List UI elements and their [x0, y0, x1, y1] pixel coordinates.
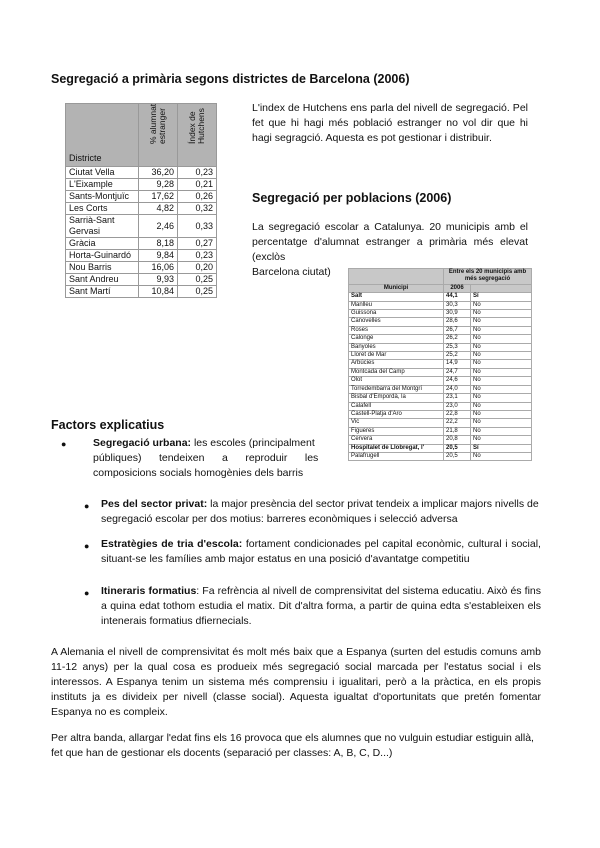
table-row [349, 368, 532, 376]
district-name: Ciutat Vella [66, 167, 139, 179]
district-name: Nou Barris [66, 262, 139, 274]
hutchens-value: 0,23 [178, 167, 217, 179]
percent-value: 21,8 [444, 427, 471, 435]
segregation-flag: Sí [471, 444, 532, 452]
hutchens-value: 0,26 [178, 191, 217, 203]
factor-term: Pes del sector privat: [101, 498, 208, 510]
hutchens-value: 0,21 [178, 179, 217, 191]
factor-text: : Fa refrència al nivell de comprensivitat del sistema educatiu. Això és fins a quina edat tothom estudia el matix. Dit d'altra forma, a partir de quina edta s'estableixen els intenerais formatius dfiernecials. [101, 585, 541, 627]
percent-value: 24,6 [444, 377, 471, 385]
percent-value: 9,84 [139, 250, 178, 262]
percent-value: 20,8 [444, 436, 471, 444]
percent-value: 22,2 [444, 419, 471, 427]
percent-col-header: % alumnat estranger [139, 104, 178, 167]
section-title-factors: Factors explicatius [51, 418, 165, 432]
municipality-name: Castell-Platja d'Aro [349, 410, 444, 418]
percent-value: 20,5 [444, 444, 471, 452]
district-col-header: Districte [66, 104, 139, 167]
municipality-name: Palafrugell [349, 452, 444, 460]
municipality-name: Guissona [349, 310, 444, 318]
table-row [349, 326, 532, 334]
percent-value: 30,3 [444, 301, 471, 309]
hutchens-value: 0,23 [178, 250, 217, 262]
percent-value: 25,3 [444, 343, 471, 351]
segregation-flag: Sí [471, 293, 532, 301]
percent-value: 44,1 [444, 293, 471, 301]
hutchens-value: 0,27 [178, 238, 217, 250]
table-row [66, 203, 217, 215]
municipality-name: Olot [349, 377, 444, 385]
segregation-flag: No [471, 352, 532, 360]
bullet-icon: ● [61, 439, 67, 449]
factor-text: públiques) tendeixen a reproduir les [93, 452, 319, 464]
bullet-icon: ● [84, 541, 90, 551]
municipality-name: Roses [349, 326, 444, 334]
factor-term: Estratègies de tria d'escola: [101, 538, 243, 550]
table-row [66, 274, 217, 286]
bullet-icon: ● [84, 501, 90, 511]
factor-term: Segregació urbana: [93, 437, 192, 449]
percent-value: 8,18 [139, 238, 178, 250]
municipality-name: Canovelles [349, 318, 444, 326]
bullet-icon: ● [84, 588, 90, 598]
table-row [349, 419, 532, 427]
percent-value: 14,9 [444, 360, 471, 368]
percent-value: 24,0 [444, 385, 471, 393]
municipality-name: Bisbal d'Empordà, la [349, 394, 444, 402]
table-row [349, 310, 532, 318]
segregation-flag: No [471, 310, 532, 318]
municipality-name: Arbúcies [349, 360, 444, 368]
segregation-flag: No [471, 402, 532, 410]
segregation-flag: No [471, 410, 532, 418]
municipality-name: Figueres [349, 427, 444, 435]
municipality-name: Torredembarra del Montgrí [349, 385, 444, 393]
municipality-table [348, 268, 532, 461]
percent-value: 26,7 [444, 326, 471, 334]
hutchens-explanation: L'index de Hutchens ens parla del nivell de segregació. Pel fet que hi hagi més població estranger no vol dir que hi hagi segragció. Aquesta es pot gestionar i distribuir. [252, 102, 528, 144]
municipality-name: Cervera [349, 436, 444, 444]
table-row [66, 238, 217, 250]
table-row [349, 444, 532, 452]
percent-value: 36,20 [139, 167, 178, 179]
table-row [349, 427, 532, 435]
hutchens-value: 0,25 [178, 286, 217, 298]
municipality-name: Manlleu [349, 301, 444, 309]
segregation-flag: No [471, 326, 532, 334]
factor-choice [101, 537, 541, 567]
table-row [349, 394, 532, 402]
mun-col-municipi: Municipi [349, 284, 444, 292]
table-row [349, 318, 532, 326]
segregation-flag: No [471, 343, 532, 351]
percent-value: 30,9 [444, 310, 471, 318]
district-name: Horta-Guinardó [66, 250, 139, 262]
factor-text: fortament condicionades pel capital econòmic, cultural i social, situant-se les famílies amb major estatus en una posició d'avantatge competitiu [101, 538, 541, 565]
percent-value: 20,5 [444, 452, 471, 460]
factor-text: composicions socials homogènies dels barris [93, 467, 304, 479]
district-name: Gràcia [66, 238, 139, 250]
paragraph-age: Per altra banda, allargar l'edat fins els 16 provoca que els alumnes que no vulguin estudiar estiguin allà, fet que han de gestionar els docents (separació per classes: A, B, C, D...) [51, 732, 534, 759]
table-row [349, 377, 532, 385]
municipality-name: Banyoles [349, 343, 444, 351]
table-row [66, 286, 217, 298]
segregation-flag: No [471, 385, 532, 393]
municipality-name: Calafell [349, 402, 444, 410]
table-row [66, 191, 217, 203]
factor-term: Itineraris formatius [101, 585, 197, 597]
segregation-flag: No [471, 360, 532, 368]
percent-value: 24,7 [444, 368, 471, 376]
district-name: L'Eixample [66, 179, 139, 191]
table-row [349, 402, 532, 410]
percent-value: 9,28 [139, 179, 178, 191]
table-row [66, 262, 217, 274]
table-row [349, 410, 532, 418]
hutchens-col-header: Índex de Hutchens [178, 104, 217, 167]
hutchens-value: 0,33 [178, 215, 217, 238]
table-row [349, 360, 532, 368]
percent-value: 26,2 [444, 335, 471, 343]
percent-value: 2,46 [139, 215, 178, 238]
district-name: Sant Martí [66, 286, 139, 298]
factor-urban [93, 436, 335, 481]
factor-text: les escoles (principalment [191, 437, 315, 449]
table-row [66, 167, 217, 179]
hutchens-value: 0,25 [178, 274, 217, 286]
segregation-flag: No [471, 427, 532, 435]
percent-value: 4,82 [139, 203, 178, 215]
municipality-name: Vic [349, 419, 444, 427]
district-name: Les Corts [66, 203, 139, 215]
table-row [66, 250, 217, 262]
factor-itineraries [101, 584, 541, 629]
percent-value: 9,93 [139, 274, 178, 286]
table-row [349, 385, 532, 393]
percent-value: 22,8 [444, 410, 471, 418]
paragraph-germany: A Alemania el nivell de comprensivitat és molt més baix que a Espanya (surten del estudis comuns amb 11-12 anys) per la qual cosa es produeix més segregació social marcada per l'estatus social i els interessos. A Espanya tenim un sistema més comprensiu i igualitari, però a la pràctica, en els propis instituts ja es divideix per nivell (classe social). Aquesta igualtat d'oportunitats que pretén fomentar Espanya no es compleix. [51, 646, 541, 718]
mun-col-year: 2006 [444, 284, 471, 292]
factor-text: la major presència del sector privat tendeix a implicar majors nivells de segregació escolar per dos motius: barreres econòmiques i selecció adversa [101, 498, 539, 525]
populations-text-end: Barcelona ciutat) [252, 266, 331, 278]
percent-value: 23,0 [444, 402, 471, 410]
mun-col-flag [471, 284, 532, 292]
percent-value: 10,84 [139, 286, 178, 298]
segregation-flag: No [471, 318, 532, 326]
section-title-populations: Segregació per poblacions (2006) [252, 191, 452, 205]
segregation-flag: No [471, 335, 532, 343]
segregation-flag: No [471, 394, 532, 402]
table-row [66, 215, 217, 238]
percent-value: 23,1 [444, 394, 471, 402]
table-row [349, 452, 532, 460]
populations-text: La segregació escolar a Catalunya. 20 municipis amb el percentatge d'alumnat estranger a primària més elevat (exclòs [252, 221, 528, 263]
district-table [65, 103, 217, 298]
table-row [349, 436, 532, 444]
table-row [66, 179, 217, 191]
table-row [349, 343, 532, 351]
percent-value: 17,62 [139, 191, 178, 203]
municipality-table-wrap [348, 268, 532, 461]
section-title-districts: Segregació a primària segons districtes de Barcelona (2006) [51, 72, 410, 86]
municipality-name: Lloret de Mar [349, 352, 444, 360]
district-name: Sants-Montjuïc [66, 191, 139, 203]
table-row [349, 301, 532, 309]
district-name: Sarrià-Sant Gervasi [66, 215, 139, 238]
district-table-wrap [65, 103, 217, 298]
segregation-flag: No [471, 419, 532, 427]
municipality-name: Montcada del Camp [349, 368, 444, 376]
municipality-name: Salt [349, 293, 444, 301]
table-row [349, 335, 532, 343]
hutchens-value: 0,32 [178, 203, 217, 215]
municipality-name: Hospitalet de Llobregat, l' [349, 444, 444, 452]
percent-value: 16,06 [139, 262, 178, 274]
segregation-flag: No [471, 377, 532, 385]
percent-value: 28,6 [444, 318, 471, 326]
segregation-flag: No [471, 301, 532, 309]
percent-value: 25,2 [444, 352, 471, 360]
segregation-flag: No [471, 452, 532, 460]
table-row [349, 293, 532, 301]
table-row [349, 352, 532, 360]
factor-private [101, 497, 541, 527]
segregation-flag: No [471, 368, 532, 376]
segregation-flag: No [471, 436, 532, 444]
hutchens-value: 0,20 [178, 262, 217, 274]
municipality-name: Calonge [349, 335, 444, 343]
mun-header-top: Entre els 20 municipis amb més segregació [444, 269, 532, 285]
district-name: Sant Andreu [66, 274, 139, 286]
